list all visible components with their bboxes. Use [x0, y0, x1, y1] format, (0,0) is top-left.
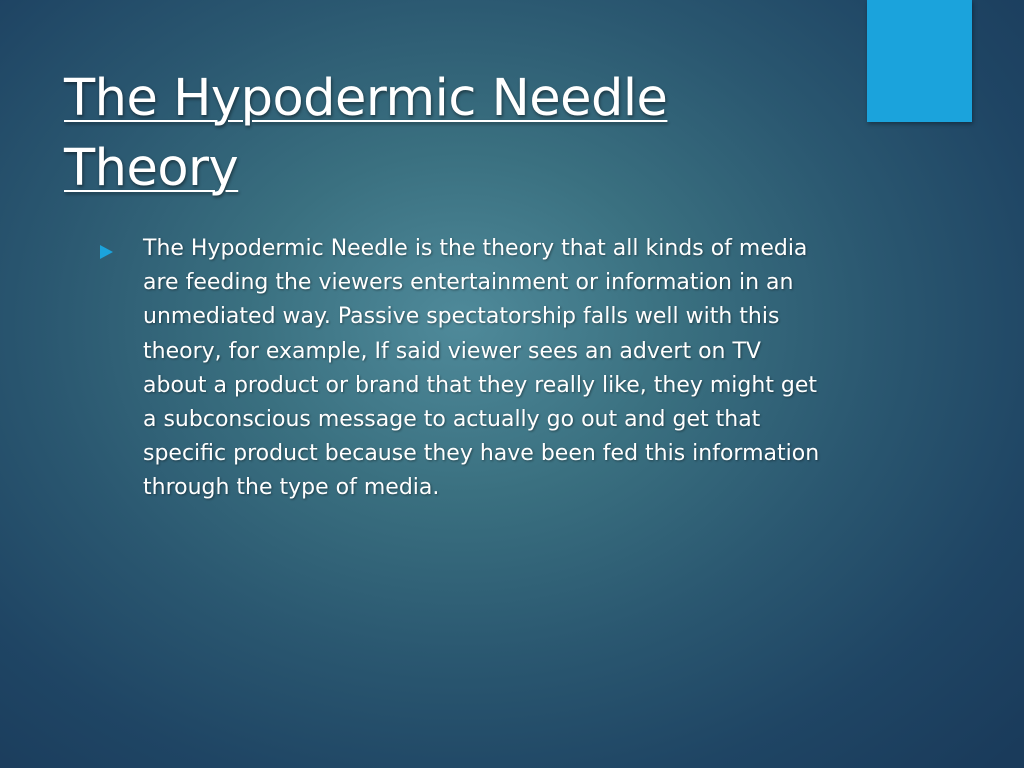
bullet-item: [100, 232, 820, 506]
slide-title: The Hypodermic Needle Theory: [64, 69, 668, 198]
accent-bar: [867, 0, 972, 122]
bullet-text: The Hypodermic Needle is the theory that all kinds of media are feeding the viewers entertainment or information in an unmediated way. Passive spectatorship falls well with this theory, for example, If said viewer sees an advert on TV about a product or brand that they really like, they might get a subconscious message to actually go out and get that specific product because they have been fed this information through the type of media.: [143, 236, 820, 501]
slide-content: [100, 232, 820, 506]
triangle-bullet-icon: [100, 245, 113, 259]
